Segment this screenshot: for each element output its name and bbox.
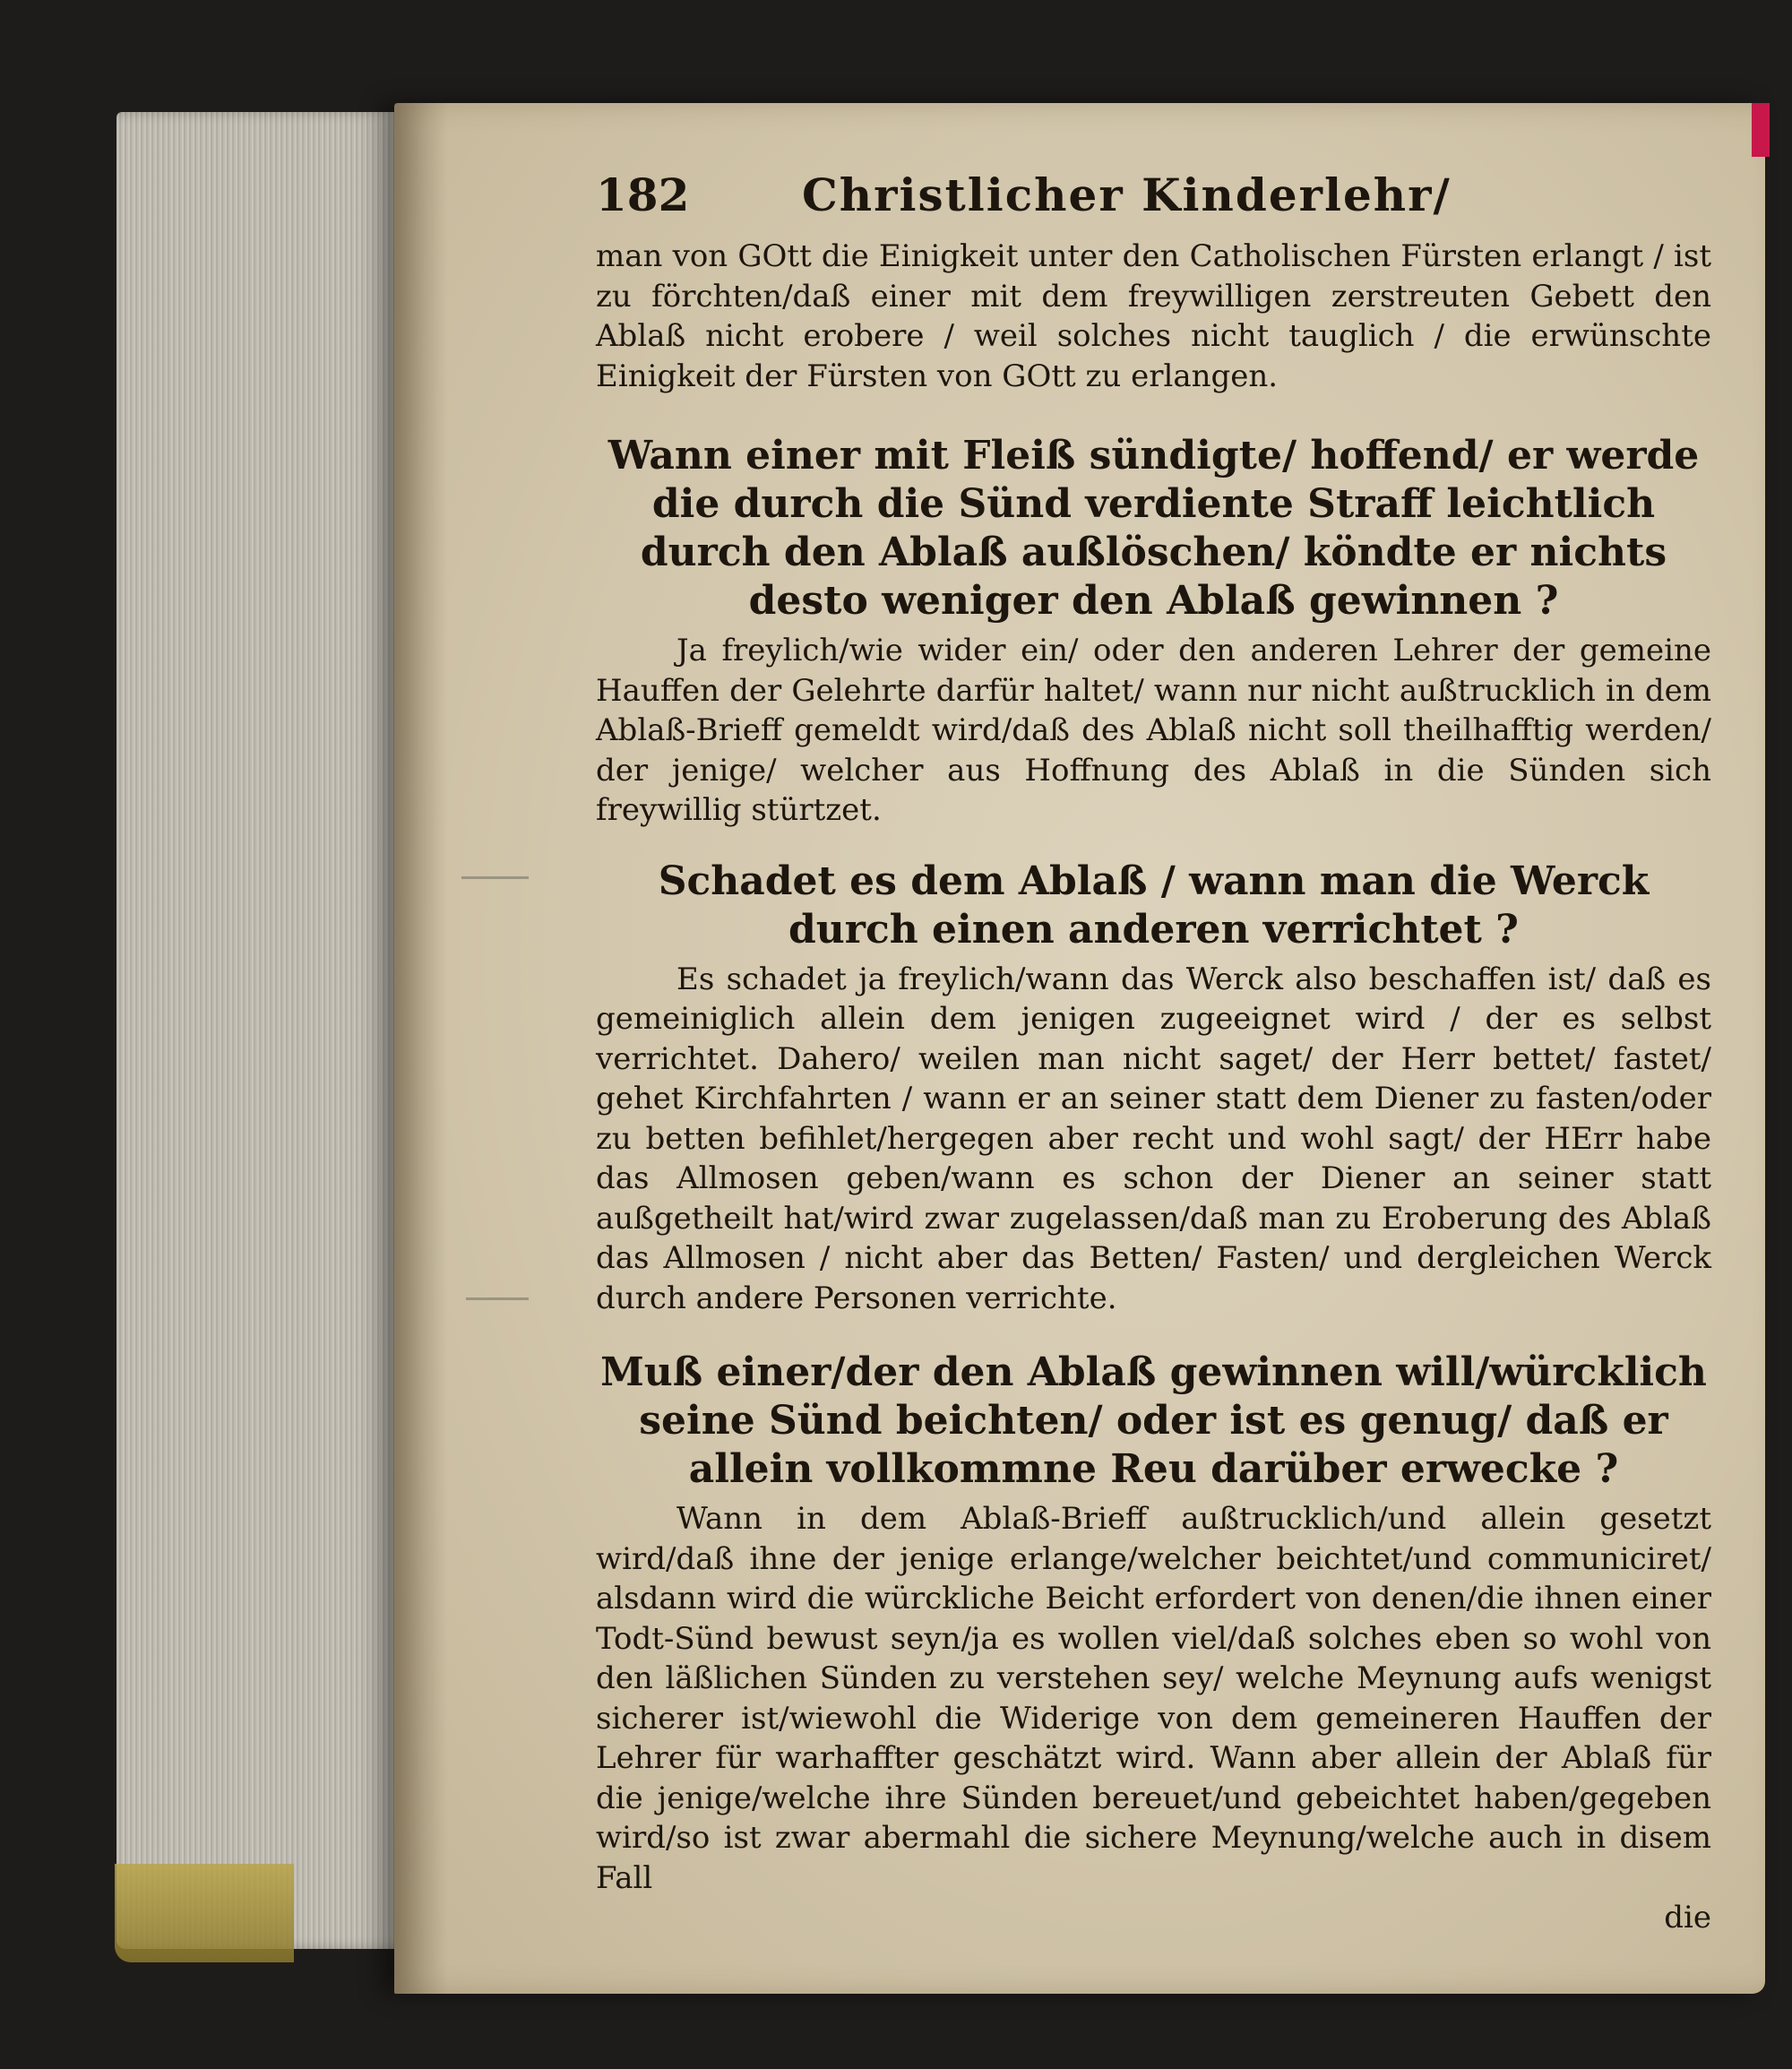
gilt-edge bbox=[115, 1864, 294, 1962]
answer-paragraph: Es schadet ja freylich/wann das Werck also beschaffen ist/ daß es gemeiniglich allein dem jenigen zugeeignet wird / der es selbst verrichtet. Dahero/ weilen man nicht saget/ der Herr bettet/ fastet/ gehet Kirchfahrten / wann er an seiner statt dem Diener zu fasten/oder zu betten befihlet/hergegen aber recht und wohl sagt/ der HErr habe das Allmosen geben/wann es schon der Diener an seiner statt außgetheilt hat/wird zwar zugelassen/daß man zu Eroberung des Ablaß das Allmosen / nicht aber das Betten/ Fasten/ und dergleichen Werck durch andere Personen verrichte. bbox=[596, 961, 1711, 1316]
margin-mark bbox=[461, 876, 529, 879]
running-title: Christlicher Kinderlehr/ bbox=[802, 168, 1452, 221]
text-block bbox=[596, 168, 1711, 1937]
question-heading: Muß einer/der den Ablaß gewinnen will/würcklich seine Sünd beichten/ oder ist es genug/ daß er allein vollkommne Reu darüber erwecke ? bbox=[600, 1349, 1707, 1492]
continuation-paragraph: man von GOtt die Einigkeit unter den Catholischen Fürsten erlangt / ist zu förchten/daß einer mit dem freywilligen zerstreuten Gebett den Ablaß nicht erobere / weil solches nicht tauglich / die erwünschte Einigkeit der Fürsten von GOtt zu erlangen. bbox=[596, 238, 1711, 394]
question-heading: Schadet es dem Ablaß / wann man die Werck durch einen anderen verrichtet ? bbox=[658, 858, 1650, 953]
margin-mark bbox=[466, 1297, 529, 1300]
running-head bbox=[596, 168, 1711, 237]
bookmark-ribbon bbox=[1752, 103, 1770, 157]
question-heading: Wann einer mit Fleiß sündigte/ hoffend/ er werde die durch die Sünd verdiente Straff leichtlich durch den Ablaß außlöschen/ köndte er nichts desto weniger den Ablaß gewinnen ? bbox=[607, 433, 1700, 624]
page-number: 182 bbox=[596, 168, 690, 221]
answer-paragraph: Ja freylich/wie wider ein/ oder den anderen Lehrer der gemeine Hauffen der Gelehrte darfür haltet/ wann nur nicht außtrucklich in dem Ablaß-Brieff gemeldt wird/daß des Ablaß nicht soll theilhafftig werden/ der jenige/ welcher aus Hoffnung des Ablaß in die Sünden sich freywillig stürtzet. bbox=[596, 633, 1711, 828]
answer-paragraph: Wann in dem Ablaß-Brieff außtrucklich/und allein gesetzt wird/daß ihne der jenige erlange/welcher beichtet/und communiciret/ alsdann wird die würckliche Beicht erfordert von denen/die ihnen einer Todt-Sünd bewust seyn/ja es wollen viel/daß solches eben so wohl von den läßlichen Sünden zu verstehen sey/ welche Meynung aufs wenigst sicherer ist/wiewohl die Widerige von dem gemeineren Hauffen der Lehrer für warhaffter geschätzt wird. Wann aber allein der Ablaß für die jenige/welche ihre Sünden bereuet/und gebeichtet haben/gegeben wird/so ist zwar abermahl die sichere Meynung/welche auch in disem Fall bbox=[596, 1501, 1711, 1896]
catchword: die bbox=[1664, 1900, 1711, 1935]
gutter-shadow bbox=[394, 103, 448, 1994]
page-edges bbox=[116, 112, 412, 1949]
